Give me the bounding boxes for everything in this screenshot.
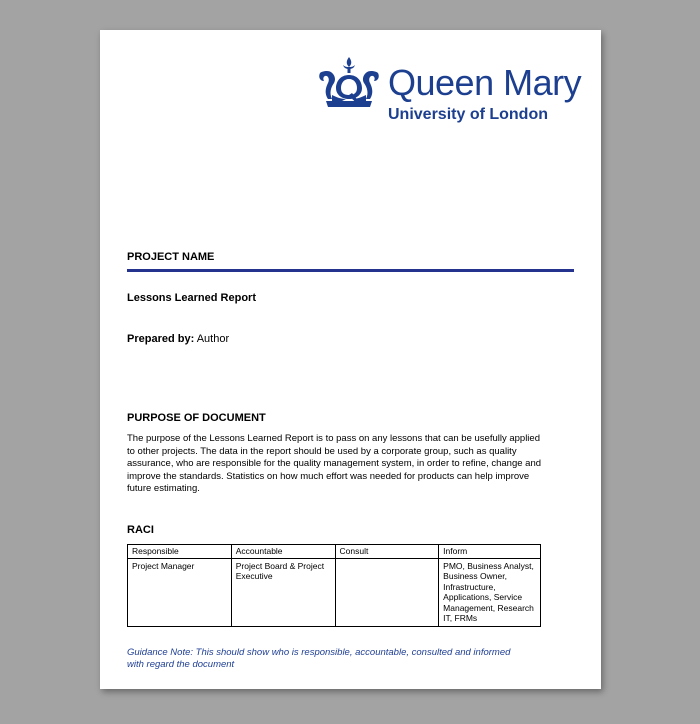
raci-heading: RACI bbox=[127, 524, 154, 536]
crown-crest-icon bbox=[316, 55, 382, 109]
purpose-text: The purpose of the Lessons Learned Report is to pass on any lessons that can be usefully applied to other projects. The data in the report should be used by a corporate group, such as quality assurance, who are responsible for the quality management system, in order to refine, change and improve the standards. Statistics on how much effort was needed for products can help improve future estimating. bbox=[127, 433, 542, 495]
raci-table bbox=[127, 544, 541, 627]
university-logo bbox=[316, 55, 582, 127]
heading-divider bbox=[127, 269, 574, 272]
report-title: Lessons Learned Report bbox=[127, 292, 256, 304]
raci-cell-responsible: Project Manager bbox=[128, 558, 232, 626]
prepared-by-label: Prepared by: bbox=[127, 333, 195, 345]
raci-col-inform: Inform bbox=[439, 545, 541, 559]
raci-col-consult: Consult bbox=[335, 545, 439, 559]
raci-header-row bbox=[128, 545, 541, 559]
raci-col-responsible: Responsible bbox=[128, 545, 232, 559]
raci-cell-consult bbox=[335, 558, 439, 626]
raci-cell-inform: PMO, Business Analyst, Business Owner, Infrastructure, Applications, Service Management, Research IT, FRMs bbox=[439, 558, 541, 626]
project-name-heading: PROJECT NAME bbox=[127, 251, 215, 263]
raci-cell-accountable: Project Board & Project Executive bbox=[231, 558, 335, 626]
guidance-note: Guidance Note: This should show who is responsible, accountable, consulted and informed with regard the document bbox=[127, 647, 511, 670]
logo-title: Queen Mary bbox=[388, 62, 582, 103]
document-page bbox=[100, 30, 601, 689]
logo-subtitle: University of London bbox=[388, 106, 548, 123]
raci-col-accountable: Accountable bbox=[231, 545, 335, 559]
prepared-by bbox=[127, 333, 229, 345]
prepared-by-value: Author bbox=[196, 333, 230, 345]
table-row bbox=[128, 558, 541, 626]
purpose-heading: PURPOSE OF DOCUMENT bbox=[127, 412, 266, 424]
